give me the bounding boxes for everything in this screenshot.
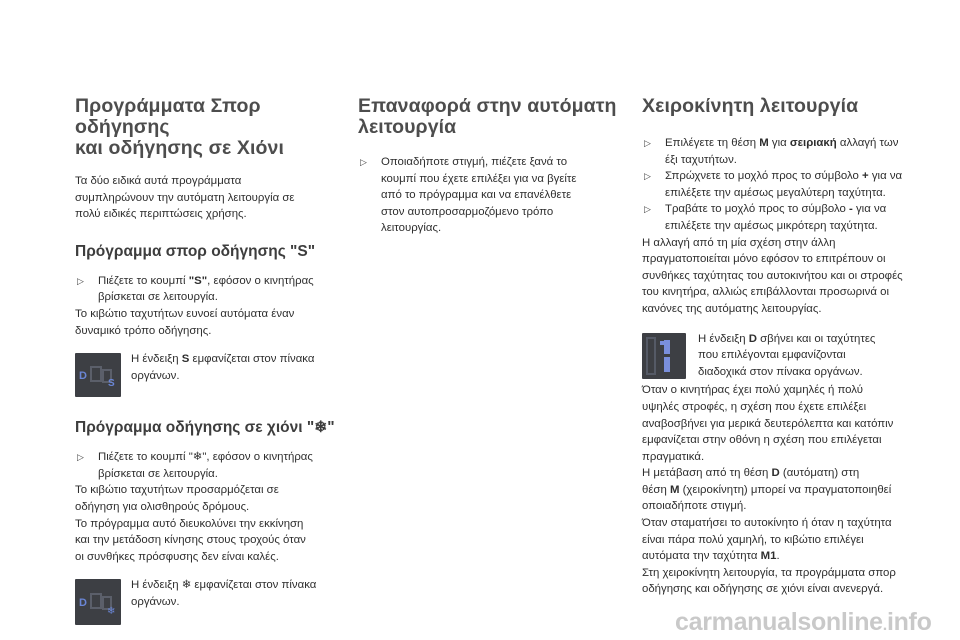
text-line: Όταν ο κινητήρας έχει πολύ χαμηλές ή πολύ (642, 384, 863, 397)
section-title-return (358, 96, 623, 138)
text-line: Η αλλαγή από τη μία σχέση στην άλλη (642, 236, 836, 249)
section-title-programs (75, 96, 340, 159)
svg-text:D: D (79, 597, 87, 610)
key-label: M (759, 137, 769, 149)
manual-bullet-up (642, 168, 912, 201)
text-run: διαδοχικά στον πίνακα οργάνων. (698, 365, 863, 378)
snow-bullet (75, 449, 340, 482)
manual-para-stop (642, 515, 912, 565)
text-line: Το κιβώτιο ταχυτήτων προσαρμόζεται σε (75, 484, 279, 497)
text-run: , εφόσον ο κινητήρας (207, 274, 314, 287)
text-run: Η ένδειξη (131, 353, 182, 366)
text-run: (αυτόματη) στη (779, 467, 860, 480)
intro-paragraph (75, 173, 340, 223)
text-line: Η ένδειξη ❄ εμφανίζεται στον πίνακα (131, 579, 317, 592)
sport-body (75, 306, 340, 339)
text-run: Πρόγραμμα οδήγησης σε χιόνι " (75, 419, 315, 437)
text-line: Πιέζετε το κουμπί "❄", εφόσον ο κινητήρας (98, 451, 313, 464)
key-label: - (849, 203, 853, 216)
text-line: του κινητήρα, αλλιώς επιβάλλονται προσωρινά οι (642, 286, 889, 299)
text-line: οδήγηση για ολισθηρούς δρόμους. (75, 500, 250, 513)
text-run: έξι ταχυτήτων. (665, 153, 737, 166)
text-run: για (768, 137, 790, 149)
text-line: στον αυτοπροσαρμοζόμενο τρόπο (381, 205, 554, 218)
text-run: θέση (642, 483, 670, 496)
sport-indicator-block (75, 353, 340, 397)
text-run: . (776, 550, 780, 563)
snow-indicator-image (75, 579, 121, 625)
text-line: Το πρόγραμμα αυτό διευκολύνει την εκκίνηση (75, 517, 304, 530)
sport-indicator-text (131, 351, 314, 384)
bullet-arrow-icon: ▷ (360, 157, 367, 167)
column-manual-mode (642, 96, 912, 598)
text-run: για να (868, 170, 903, 183)
text-line: οι συνθήκες πρόσφυσης δεν είναι καλές. (75, 550, 279, 563)
section-title-manual: Χειροκίνητη λειτουργία (642, 95, 859, 117)
text-line: συμπληρώνουν την αυτόματη λειτουργία σε (75, 191, 295, 204)
snowflake-icon: ❄ (314, 419, 328, 437)
sport-bullet (75, 273, 340, 306)
key-label: σειριακή (789, 137, 837, 149)
bullet-arrow-icon: ▷ (644, 138, 651, 148)
text-run: είναι πάρα πολύ χαμηλή, το κιβώτιο επιλέγει (642, 533, 864, 546)
gear-display-one-icon (642, 333, 686, 379)
key-label: M (669, 483, 680, 496)
column-sport-snow (75, 96, 340, 625)
key-label: D (771, 467, 780, 480)
text-line: πραγματικά. (642, 450, 705, 463)
text-run: Η μετάβαση από τη θέση (642, 467, 772, 480)
text-run: (χειροκίνητη) μπορεί να πραγματοποιηθεί (679, 483, 892, 496)
text-run: εμφανίζεται στον πίνακα (189, 353, 315, 366)
text-run: " (327, 419, 335, 437)
title-line: και οδήγησης σε Χιόνι (75, 137, 284, 159)
text-line: κουμπί που έχετε επιλέξει για να βγείτε (381, 172, 577, 185)
text-run: αυτόματα την ταχύτητα (642, 550, 761, 563)
text-line: Το κιβώτιο ταχυτήτων ευνοεί αυτόματα έναν (75, 307, 295, 320)
manual-para-inactive (642, 565, 912, 598)
text-line: πολύ ειδικές περιπτώσεις χρήσης. (75, 208, 247, 221)
snow-indicator-block (75, 579, 340, 625)
watermark-tld: info (886, 608, 932, 636)
manual-para-flashing (642, 382, 912, 465)
manual-indicator-block (642, 333, 912, 381)
heading-snow-program (75, 419, 340, 437)
manual-para-switch (642, 465, 912, 515)
bullet-arrow-icon: ▷ (644, 204, 651, 215)
snow-body (75, 482, 340, 565)
text-run: επιλέξετε την αμέσως μεγαλύτερη ταχύτητα. (665, 186, 886, 199)
sport-indicator-image (75, 353, 121, 397)
title-line: Προγράμματα Σπορ οδήγησης (75, 95, 261, 138)
text-run: Η ένδειξη (698, 332, 749, 345)
bullet-arrow-icon: ▷ (644, 171, 651, 182)
watermark-text: carmanualsonline (675, 608, 883, 636)
text-run: οργάνων. (131, 369, 180, 382)
text-line: Οποιαδήποτε στιγμή, πιέζετε ξανά το (381, 156, 568, 168)
key-label: S (181, 353, 190, 366)
text-line: πραγματοποιείται μόνο εφόσον το επιτρέπουν οι (642, 253, 886, 266)
manual-bullet-select (642, 135, 912, 168)
watermark (675, 608, 932, 637)
text-line: Στη χειροκίνητη λειτουργία, τα προγράμματα σπορ (642, 566, 896, 579)
text-line: Τα δύο ειδικά αυτά προγράμματα (75, 175, 242, 187)
text-line: δυναμικό τρόπο οδήγησης. (75, 324, 212, 337)
text-run: βρίσκεται σε λειτουργία. (98, 291, 218, 304)
text-run: οποιαδήποτε στιγμή. (642, 500, 747, 513)
text-run: σβήνει και οι ταχύτητες (756, 332, 876, 345)
text-line: οργάνων. (131, 595, 180, 608)
manual-indicator-image (642, 333, 686, 379)
text-line: συνθήκες ταχύτητας του αυτοκινήτου και οι στροφές (642, 269, 903, 282)
key-label: "S" (188, 274, 208, 287)
heading-sport-program: Πρόγραμμα σπορ οδήγησης "S" (75, 242, 316, 260)
text-run: που επιλέγονται εμφανίζονται (698, 349, 846, 362)
key-label: + (862, 170, 869, 183)
bullet-arrow-icon: ▷ (77, 452, 84, 463)
text-run: για να (852, 203, 887, 216)
title-line: Επαναφορά στην αυτόματη (358, 95, 617, 117)
text-line: οδήγησης και οδήγησης σε χιόνι είναι ανενεργά. (642, 583, 884, 596)
text-line: και την μετάδοση κίνησης στους τροχούς όταν (75, 534, 306, 547)
svg-text:❄: ❄ (107, 606, 116, 618)
svg-text:D: D (79, 370, 87, 383)
text-line: βρίσκεται σε λειτουργία. (98, 467, 218, 480)
text-line: κανόνες της αυτόματης λειτουργίας. (642, 302, 822, 315)
text-run: αλλαγή των (836, 137, 899, 149)
column-return-auto (358, 96, 623, 237)
gear-display-snow-icon (75, 579, 121, 625)
text-line: από το πρόγραμμα και να επανέλθετε (381, 189, 572, 202)
key-label: D (748, 332, 757, 345)
snow-indicator-text (131, 577, 316, 610)
title-line: λειτουργία (358, 116, 457, 138)
text-run: επιλέξετε την αμέσως μικρότερη ταχύτητα. (665, 219, 878, 232)
text-line: αναβοσβήνει για μερικά δευτερόλεπτα και κατόπιν (642, 417, 894, 430)
manual-bullet-down (642, 201, 912, 234)
text-run: Πιέζετε το κουμπί (98, 274, 189, 287)
gear-display-s-icon (75, 353, 121, 397)
svg-text:S: S (108, 378, 115, 390)
text-line: εμφανίζεται στην οθόνη η σχέση που επιλέγεται (642, 434, 882, 447)
text-run: Επιλέγετε τη θέση (665, 137, 760, 149)
return-bullet (358, 154, 623, 237)
text-line: λειτουργίας. (381, 222, 442, 235)
text-run: Σπρώχνετε το μοχλό προς το σύμβολο (665, 170, 863, 183)
manual-indicator-text (698, 331, 875, 381)
bullet-arrow-icon: ▷ (77, 275, 84, 286)
manual-para-conditions (642, 235, 912, 318)
text-run: Τραβάτε το μοχλό προς το σύμβολο (665, 203, 850, 216)
text-line: υψηλές στροφές, η σχέση που έχετε επιλέξει (642, 400, 867, 413)
key-label: M1 (760, 550, 777, 563)
text-run: Όταν σταματήσει το αυτοκίνητο ή όταν η ταχύτητα (642, 517, 892, 530)
watermark-dot: . (882, 617, 887, 634)
